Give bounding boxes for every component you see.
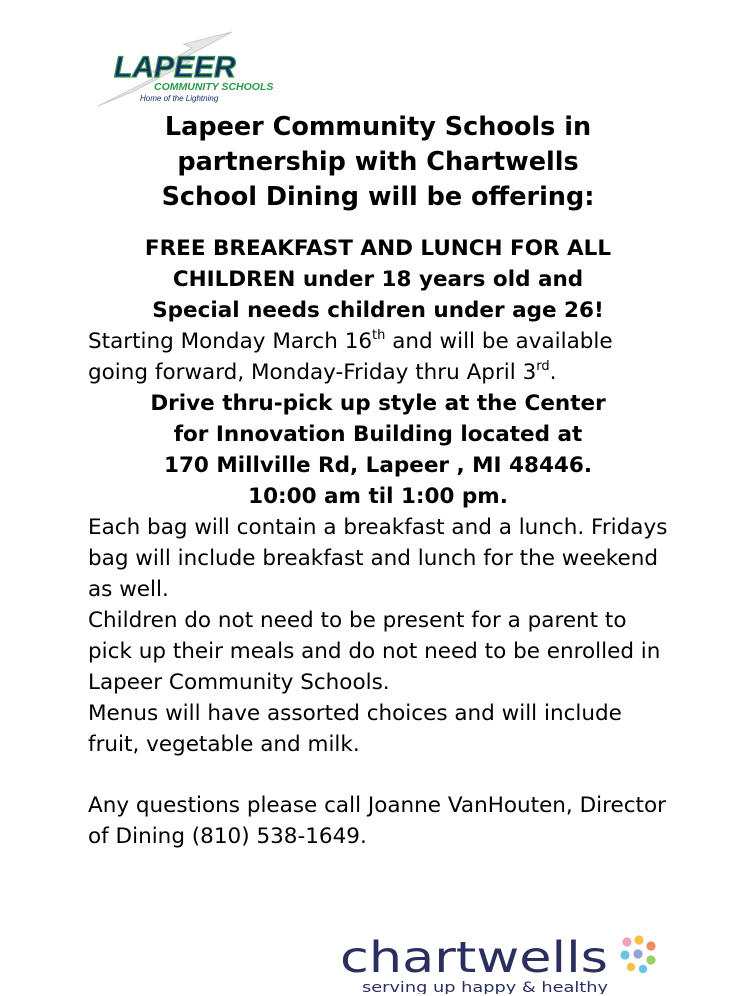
lightning-logo-icon	[92, 30, 282, 110]
contact-info: Any questions please call Joanne VanHouten, Director of Dining (810) 538-1649.	[88, 793, 666, 849]
children-info: Children do not need to be present for a parent to pick up their meals and do not need to be enrolled in Lapeer Community Schools.	[88, 608, 661, 695]
schedule-part: and will be available going forward, Monday-Friday thru April 3	[88, 329, 613, 385]
logo-subtitle: COMMUNITY SCHOOLS	[154, 81, 274, 93]
page-title	[88, 110, 668, 215]
dots-icon	[620, 935, 655, 973]
menu-info: Menus will have assorted choices and will include fruit, vegetable and milk.	[88, 701, 622, 757]
announcement-line: FREE BREAKFAST AND LUNCH FOR ALL	[144, 236, 612, 261]
ordinal-suffix: th	[372, 328, 386, 343]
pickup-line: 170 Millville Rd, Lapeer , MI 48446.	[163, 453, 592, 478]
pickup-line: Drive thru-pick up style at the Center	[150, 391, 606, 416]
lapeer-logo	[92, 30, 282, 110]
spacer	[88, 760, 668, 790]
pickup-line: 10:00 am til 1:00 pm.	[248, 484, 508, 509]
heading-line: School Dining will be offering:	[161, 182, 595, 212]
ordinal-suffix: rd	[536, 359, 550, 374]
heading-line: partnership with Chartwells	[177, 147, 579, 177]
announcement-line: CHILDREN under 18 years old and	[172, 267, 584, 292]
chartwells-logo-icon	[340, 932, 670, 994]
chartwells-wordmark: chartwells	[340, 933, 608, 983]
pickup-line: for Innovation Building located at	[173, 422, 583, 447]
flyer-content	[88, 110, 668, 852]
free-meals-announcement	[88, 233, 668, 326]
chartwells-tagline: serving up happy & healthy	[362, 980, 608, 994]
logo-tagline: Home of the Lightning	[140, 94, 219, 103]
announcement-line: Special needs children under age 26!	[152, 298, 604, 323]
pickup-details	[88, 388, 668, 512]
logo-name: LAPEER	[114, 51, 236, 84]
chartwells-logo	[340, 932, 670, 994]
bag-info: Each bag will contain a breakfast and a lunch. Fridays bag will include breakfast and lunch for the weekend as well.	[88, 515, 668, 602]
schedule-part: Starting Monday March 16	[88, 329, 373, 354]
heading-line: Lapeer Community Schools in	[164, 112, 592, 142]
schedule-part: .	[549, 360, 557, 385]
schedule-text	[88, 326, 668, 388]
